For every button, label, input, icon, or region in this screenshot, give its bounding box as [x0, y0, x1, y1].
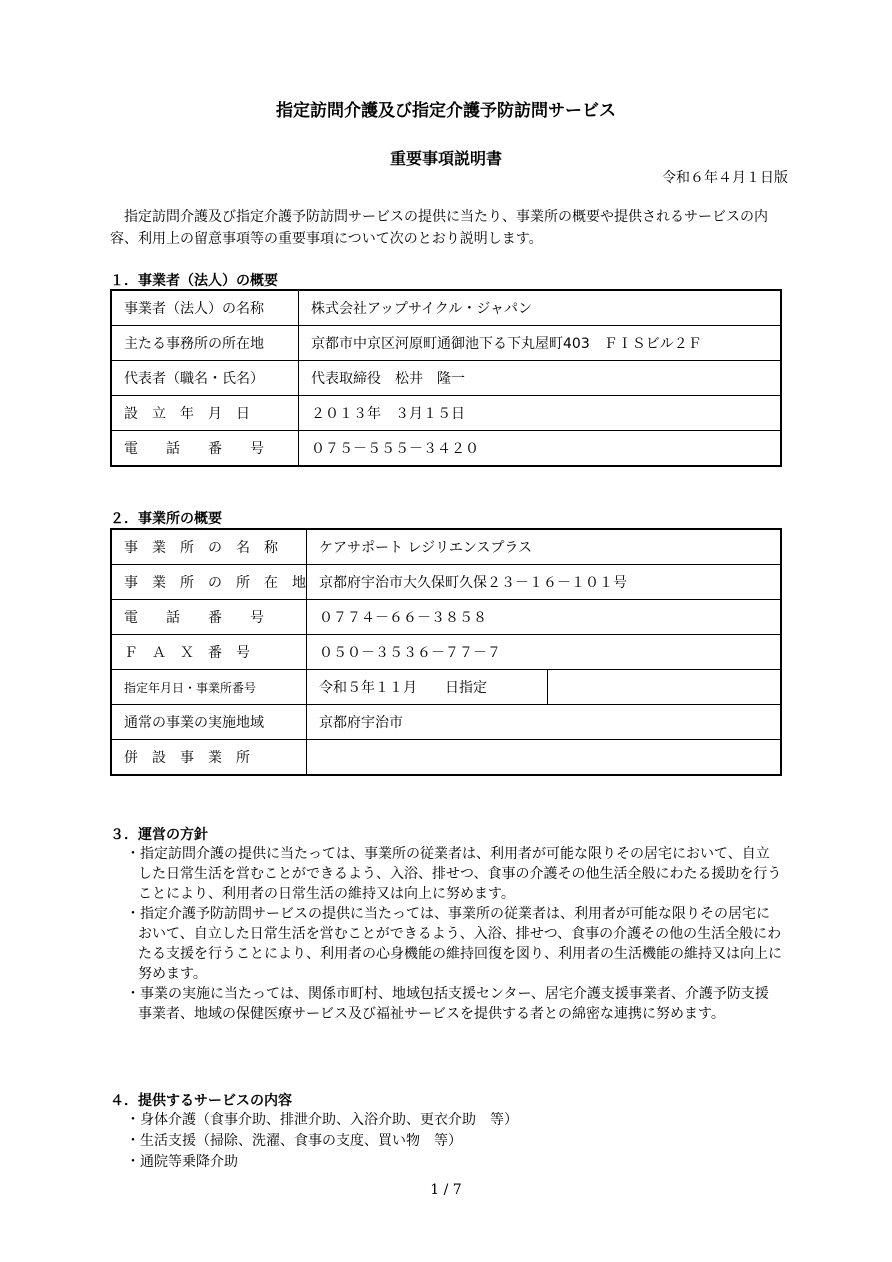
- row-value: [307, 740, 782, 776]
- row-value: ０７５－５５５－３４２０: [299, 431, 782, 467]
- row-value: ０７７４－６６－３８５８: [307, 600, 782, 635]
- row-label: 併 設 事 業 所: [111, 740, 307, 776]
- table-row: [111, 396, 781, 431]
- table-row: [111, 565, 781, 600]
- row-value: ケアサポート レジリエンスプラス: [307, 529, 782, 565]
- table-row: [111, 600, 781, 635]
- row-label: 設 立 年 月 日: [111, 396, 299, 431]
- document-title: 指定訪問介護及び指定介護予防訪問サービス: [276, 101, 616, 121]
- list-item: ・指定介護予防訪問サービスの提供に当たっては、事業所の従業者は、利用者が可能な限りその居宅において、自立した日常生活を営むことができるよう、入浴、排せつ、食事の介護その他の生活全般にわたる支援を行うことにより、利用者の心身機能の維持回復を図り、利用者の生活機能の維持又は向上に努めます。: [126, 906, 782, 982]
- page-number: 1 / 7: [430, 1182, 462, 1198]
- row-value: ２０１３年 ３月１５日: [299, 396, 782, 431]
- edition-date: 令和６年４月１日版: [662, 170, 788, 186]
- section1-heading: １．事業者（法人）の概要: [110, 273, 278, 289]
- section2-heading: ２．事業所の概要: [110, 511, 222, 527]
- list-item: ・身体介護（食事介助、排泄介助、入浴介助、更衣介助 等）: [126, 1112, 518, 1128]
- row-label: 事 業 所 の 名 称: [111, 529, 307, 565]
- table-row: [111, 290, 781, 326]
- row-label: 事 業 所 の 所 在 地: [111, 565, 307, 600]
- table-row: [111, 431, 781, 467]
- row-value: 京都府宇治市: [307, 705, 782, 740]
- table-row: [111, 326, 781, 361]
- office-table: [110, 528, 782, 776]
- row-value: 代表取締役 松井 隆一: [299, 361, 782, 396]
- list-item: ・事業の実施に当たっては、関係市町村、地域包括支援センター、居宅介護支援事業者、介護予防支援事業者、地域の保健医療サービス及び福祉サービスを提供する者との綿密な連携に努めます。: [126, 986, 769, 1022]
- section3-heading: ３．運営の方針: [110, 827, 208, 843]
- row-label: 指定年月日・事業所番号: [111, 670, 307, 705]
- table-row: [111, 529, 781, 565]
- row-label: Ｆ Ａ Ｘ 番 号: [111, 635, 307, 670]
- row-label: 電 話 番 号: [111, 600, 307, 635]
- table-row: [111, 740, 781, 776]
- section4-heading: ４．提供するサービスの内容: [110, 1093, 292, 1109]
- row-value: 株式会社アップサイクル・ジャパン: [299, 290, 782, 326]
- document-subtitle: 重要事項説明書: [389, 149, 502, 168]
- company-table: [110, 289, 782, 467]
- row-label: 事業者（法人）の名称: [111, 290, 299, 326]
- services-list: [126, 1110, 518, 1173]
- row-value: ０５０－３５３６－７７－７: [307, 635, 782, 670]
- row-label: 電 話 番 号: [111, 431, 299, 467]
- table-row: [111, 670, 781, 705]
- list-item: ・指定訪問介護の提供に当たっては、事業所の従業者は、利用者が可能な限りその居宅において、自立した日常生活を営むことができるよう、入浴、排せつ、食事の介護その他生活全般にわたる援助を行うことにより、利用者の日常生活の維持又は向上に努めます。: [126, 846, 782, 902]
- office-number-cell: [548, 670, 782, 705]
- row-label: 通常の事業の実施地域: [111, 705, 307, 740]
- table-row: [111, 635, 781, 670]
- row-label: 主たる事務所の所在地: [111, 326, 299, 361]
- row-label: 代表者（職名・氏名）: [111, 361, 299, 396]
- table-row: [111, 361, 781, 396]
- policy-list: [126, 844, 782, 1024]
- intro-paragraph: 指定訪問介護及び指定介護予防訪問サービスの提供に当たり、事業所の概要や提供されるサービスの内容、利用上の留意事項等の重要事項について次のとおり説明します。: [110, 209, 768, 247]
- row-value: 令和５年１１月 日指定: [307, 670, 548, 705]
- list-item: ・生活支援（掃除、洗濯、食事の支度、買い物 等）: [126, 1133, 462, 1149]
- list-item: ・通院等乗降介助: [126, 1154, 238, 1170]
- row-value: 京都府宇治市大久保町久保２３－１６－１０１号: [307, 565, 782, 600]
- row-value: 京都市中京区河原町通御池下る下丸屋町403 ＦＩＳビル２Ｆ: [299, 326, 782, 361]
- table-row: [111, 705, 781, 740]
